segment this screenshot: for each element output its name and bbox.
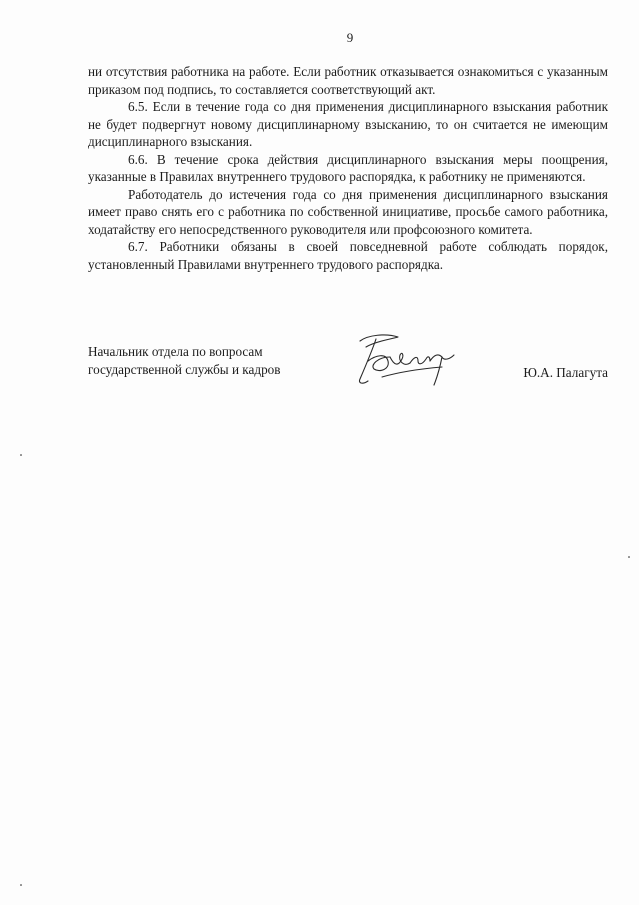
paragraph-6-6: 6.6. В течение срока действия дисциплинарного взыскания меры поощрения, указанные в Правилах внутреннего трудового распорядка, к работнику не применяются. [88,151,608,184]
document-body [88,63,608,273]
scan-speck [20,454,22,456]
signatory-position-line-2: государственной службы и кадров [88,361,281,377]
handwritten-signature [346,327,466,393]
paragraph-continuation: ни отсутствия работника на работе. Если работник отказывается ознакомиться с указанным приказом под подпись, то составляется соответствующий акт. [88,64,608,97]
scan-speck [628,556,630,558]
paragraph-employer-right: Работодатель до истечения года со дня применения дисциплинарного взыскания имеет право снять его с работника по собственной инициативе, просьбе самого работника, ходатайству его непосредственного руководителя или профсоюзного комитета. [88,186,608,237]
signatory-name: Ю.А. Палагута [523,365,608,380]
signature-block [88,343,608,393]
signatory-position [88,343,338,378]
paragraph-6-7: 6.7. Работники обязаны в своей повседневной работе соблюдать порядок, установленный Правилами внутреннего трудового распорядка. [88,239,608,272]
paragraph-6-5: 6.5. Если в течение года со дня применения дисциплинарного взыскания работник не будет подвергнут новому дисциплинарному взысканию, то он считается не имеющим дисциплинарного взыскания. [88,99,608,149]
page-number: 9 [346,30,354,45]
scan-speck [20,884,22,886]
signatory-position-line-1: Начальник отдела по вопросам [88,344,263,359]
